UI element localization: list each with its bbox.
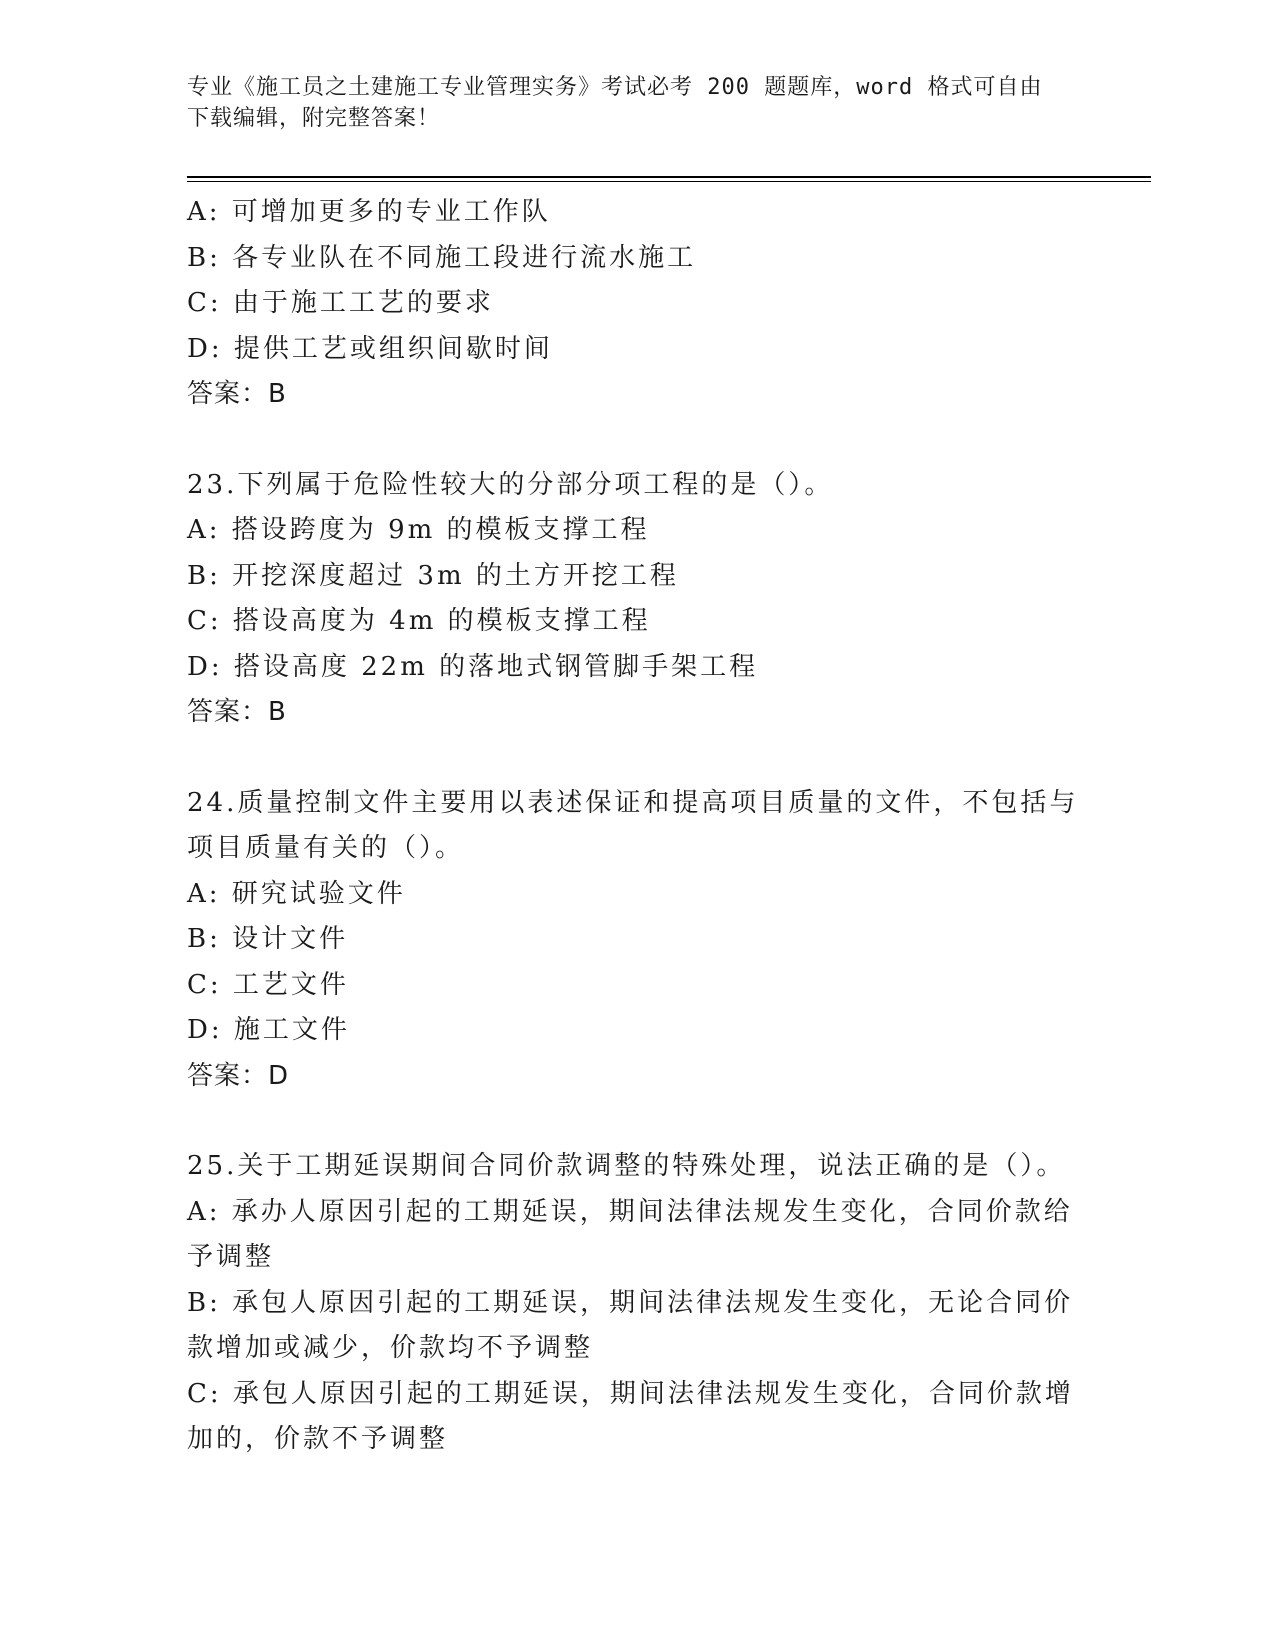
question-24 xyxy=(187,781,1087,1100)
question-stem-continued: 项目质量有关的（）。 xyxy=(187,833,465,863)
option-b: B: 各专业队在不同施工段进行流水施工 xyxy=(187,242,697,273)
option-b: B: 开挖深度超过 3m 的土方开挖工程 xyxy=(187,560,679,591)
spacer xyxy=(187,1099,1087,1144)
option-c: C: 由于施工工艺的要求 xyxy=(187,288,494,318)
option-d: D: 搭设高度 22m 的落地式钢管脚手架工程 xyxy=(187,651,759,682)
spacer xyxy=(187,418,1087,463)
option-a: A: 研究试验文件 xyxy=(187,878,406,909)
header-divider-thick xyxy=(187,176,1151,178)
document-header xyxy=(187,72,1067,134)
question-stem: 25.关于工期延误期间合同价款调整的特殊处理，说法正确的是（）。 xyxy=(187,1151,1066,1181)
option-c: C: 承包人原因引起的工期延误，期间法律法规发生变化，合同价款增 xyxy=(187,1378,1074,1409)
question-25 xyxy=(187,1144,1087,1463)
spacer xyxy=(187,736,1087,781)
option-b: B: 设计文件 xyxy=(187,924,349,954)
question-stem: 24.质量控制文件主要用以表述保证和提高项目质量的文件，不包括与 xyxy=(187,787,1079,818)
previous-question xyxy=(187,190,1087,418)
header-line-1: 专业《施工员之土建施工专业管理实务》考试必考 200 题题库，word 格式可自由 xyxy=(187,75,1043,100)
option-c: C: 工艺文件 xyxy=(187,969,349,1000)
option-a: A: 承办人原因引起的工期延误，期间法律法规发生变化，合同价款给 xyxy=(187,1196,1073,1227)
option-a-continued: 予调整 xyxy=(187,1242,275,1272)
header-divider-thin xyxy=(187,181,1151,182)
option-d: D: 提供工艺或组织间歇时间 xyxy=(187,333,553,364)
option-d: D: 施工文件 xyxy=(187,1015,350,1045)
option-b: B: 承包人原因引起的工期延误，期间法律法规发生变化，无论合同价 xyxy=(187,1287,1074,1318)
answer-line: 答案：B xyxy=(187,379,287,409)
question-content xyxy=(187,190,1087,1463)
option-c: C: 搭设高度为 4m 的模板支撑工程 xyxy=(187,606,651,636)
header-line-2: 下载编辑，附完整答案！ xyxy=(187,106,441,131)
question-stem: 23.下列属于危险性较大的分部分项工程的是（）。 xyxy=(187,469,834,500)
question-23 xyxy=(187,463,1087,736)
answer-line: 答案：D xyxy=(187,1060,290,1091)
option-a: A: 可增加更多的专业工作队 xyxy=(187,197,551,227)
option-c-continued: 加的，价款不予调整 xyxy=(187,1424,449,1454)
option-b-continued: 款增加或减少，价款均不予调整 xyxy=(187,1333,594,1363)
option-a: A: 搭设跨度为 9m 的模板支撑工程 xyxy=(187,515,650,545)
answer-line: 答案：B xyxy=(187,697,287,727)
